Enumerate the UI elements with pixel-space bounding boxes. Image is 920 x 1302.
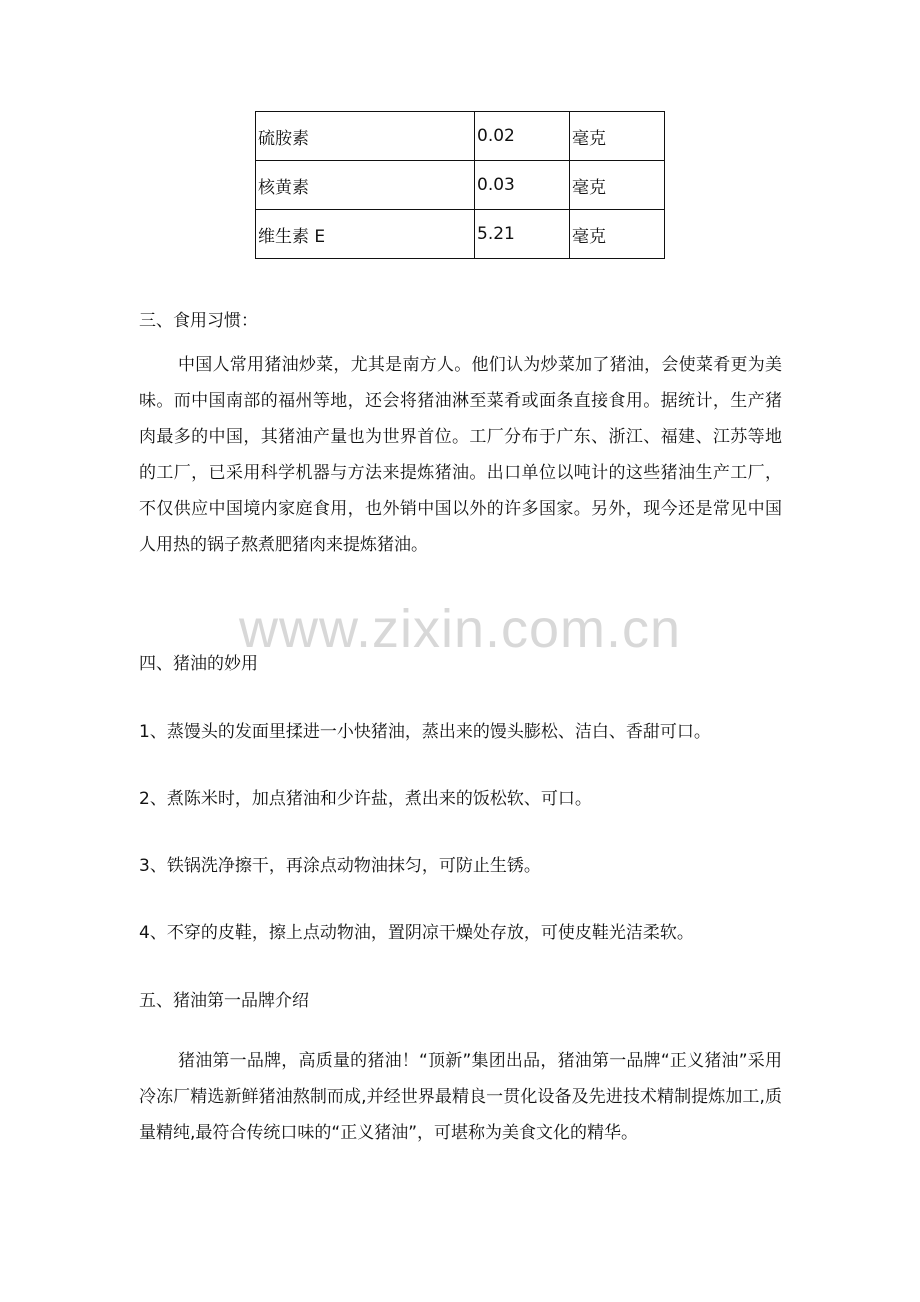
nutrient-name-cell: 硫胺素 — [256, 112, 475, 161]
list-item: 3、铁锅洗净擦干，再涂点动物油抹匀，可防止生锈。 — [139, 856, 541, 876]
table-row — [256, 210, 665, 259]
nutrient-value-cell: 5.21 — [475, 210, 570, 259]
nutrient-value-cell: 0.02 — [475, 112, 570, 161]
nutrient-name-cell: 维生素 E — [256, 210, 475, 259]
list-item: 1、蒸馒头的发面里揉进一小快猪油，蒸出来的馒头膨松、洁白、香甜可口。 — [139, 722, 711, 742]
nutrient-unit-cell: 毫克 — [570, 112, 665, 161]
table-row — [256, 112, 665, 161]
watermark: www.zixin.com.cn — [238, 599, 682, 659]
nutrient-value-cell: 0.03 — [475, 161, 570, 210]
eating-habits-paragraph: 中国人常用猪油炒菜，尤其是南方人。他们认为炒菜加了猪油，会使菜肴更为美味。而中国南部的福州等地，还会将猪油淋至菜肴或面条直接食用。据统计，生产猪肉最多的中国，其猪油产量也为世界首位。工厂分布于广东、浙江、福建、江苏等地的工厂，已采用科学机器与方法来提炼猪油。出口单位以吨计的这些猪油生产工厂，不仅供应中国境内家庭食用，也外销中国以外的许多国家。另外，现今还是常见中国人用热的锅子熬煮肥猪肉来提炼猪油。 — [139, 355, 782, 555]
section-heading-uses: 四、猪油的妙用 — [139, 654, 258, 674]
brand-paragraph: 猪油第一品牌，高质量的猪油！“顶新”集团出品，猪油第一品牌“正义猪油”采用冷冻厂精选新鲜猪油熬制而成,并经世界最精良一贯化设备及先进技术精制提炼加工,质量精纯,最符合传统口味的“正义猪油”，可堪称为美食文化的精华。 — [139, 1051, 782, 1143]
nutrition-table — [255, 111, 665, 259]
table-row — [256, 161, 665, 210]
nutrient-unit-cell: 毫克 — [570, 161, 665, 210]
section-heading-brand: 五、猪油第一品牌介绍 — [139, 991, 309, 1011]
list-item: 4、不穿的皮鞋，擦上点动物油，置阴凉干燥处存放，可使皮鞋光洁柔软。 — [139, 923, 694, 943]
list-item: 2、煮陈米时，加点猪油和少许盐，煮出来的饭松软、可口。 — [139, 789, 592, 809]
section-heading-eating-habits: 三、食用习惯： — [139, 311, 258, 331]
nutrient-unit-cell: 毫克 — [570, 210, 665, 259]
nutrient-name-cell: 核黄素 — [256, 161, 475, 210]
